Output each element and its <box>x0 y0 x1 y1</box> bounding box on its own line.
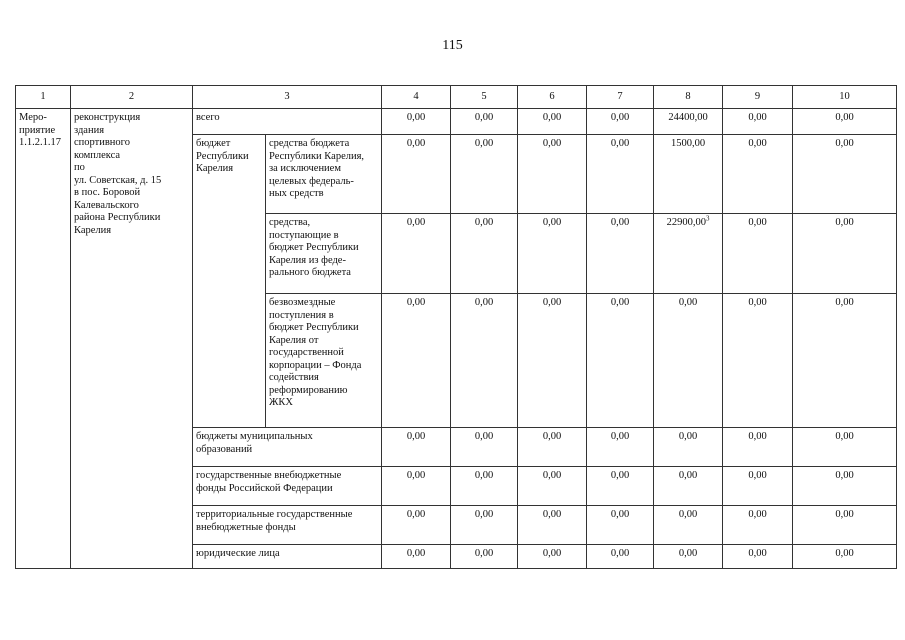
value-cell: 0,00 <box>723 294 793 428</box>
value-cell: 0,00 <box>723 428 793 467</box>
value-cell: 0,00 <box>654 506 723 545</box>
value-text: 22900,00 <box>666 217 706 228</box>
value-cell: 0,00 <box>587 467 654 506</box>
value-cell: 0,00 <box>382 135 451 214</box>
value-cell: 0,00 <box>723 214 793 294</box>
value-cell: 0,00 <box>518 214 587 294</box>
value-cell: 0,00 <box>518 506 587 545</box>
value-cell: 0,00 <box>451 506 518 545</box>
header-cell: 5 <box>451 86 518 109</box>
value-cell: 24400,00 <box>654 109 723 135</box>
value-cell: 0,00 <box>587 109 654 135</box>
row-label: безвозмездные поступления в бюджет Республики Карелия от государственной корпорации – Фонда содействия реформированию ЖКХ <box>266 294 382 428</box>
value-cell: 0,00 <box>451 294 518 428</box>
value-cell: 0,00 <box>587 294 654 428</box>
header-cell: 1 <box>16 86 71 109</box>
row-label: средства бюджета Республики Карелия, за исключением целевых федераль- ных средств <box>266 135 382 214</box>
header-cell: 2 <box>71 86 193 109</box>
header-row <box>16 86 897 109</box>
value-cell: 0,00 <box>518 428 587 467</box>
value-cell: 0,00 <box>587 214 654 294</box>
budget-group-label: бюджет Республики Карелия <box>193 135 266 428</box>
value-cell: 0,00 <box>587 428 654 467</box>
value-cell: 0,00 <box>723 506 793 545</box>
footnote-mark: 3 <box>705 214 710 223</box>
value-cell: 0,00 <box>382 109 451 135</box>
value-cell: 0,00 <box>654 428 723 467</box>
value-cell: 0,00 <box>518 294 587 428</box>
value-cell: 0,00 <box>518 467 587 506</box>
row-label: государственные внебюджетные фонды Российской Федерации <box>193 467 382 506</box>
header-cell: 4 <box>382 86 451 109</box>
value-cell: 1500,00 <box>654 135 723 214</box>
value-cell: 0,00 <box>382 506 451 545</box>
value-cell: 0,00 <box>382 428 451 467</box>
value-cell: 0,00 <box>451 428 518 467</box>
value-cell: 0,00 <box>654 294 723 428</box>
value-cell: 0,00 <box>382 545 451 569</box>
row-label: территориальные государственные внебюджетные фонды <box>193 506 382 545</box>
value-cell: 0,00 <box>793 545 897 569</box>
value-cell: 0,00 <box>518 545 587 569</box>
value-cell: 0,00 <box>587 545 654 569</box>
row-label: юридические лица <box>193 545 382 569</box>
value-cell: 0,00 <box>451 135 518 214</box>
value-cell: 0,00 <box>518 109 587 135</box>
value-cell: 0,00 <box>793 214 897 294</box>
value-cell: 0,00 <box>793 109 897 135</box>
value-cell: 0,00 <box>382 467 451 506</box>
value-cell: 0,00 <box>382 294 451 428</box>
value-cell: 0,00 <box>587 135 654 214</box>
header-cell: 7 <box>587 86 654 109</box>
header-cell: 9 <box>723 86 793 109</box>
measure-description: реконструкция здания спортивного комплекса по ул. Советская, д. 15 в пос. Боровой Калевальского района Республики Карелия <box>71 109 193 569</box>
table-row <box>16 109 897 135</box>
header-cell: 6 <box>518 86 587 109</box>
header-cell: 10 <box>793 86 897 109</box>
value-cell: 0,00 <box>793 294 897 428</box>
value-cell: 0,00 <box>451 467 518 506</box>
value-cell: 0,00 <box>382 214 451 294</box>
value-cell: 0,00 <box>793 467 897 506</box>
value-cell: 0,00 <box>587 506 654 545</box>
measure-id: Меро- приятие 1.1.2.1.17 <box>16 109 71 569</box>
value-cell: 0,00 <box>793 506 897 545</box>
value-cell: 0,00 <box>451 545 518 569</box>
value-cell: 0,00 <box>723 467 793 506</box>
page-number: 115 <box>442 38 463 53</box>
value-cell: 0,00 <box>723 545 793 569</box>
budget-table <box>15 85 897 569</box>
value-cell: 0,00 <box>793 428 897 467</box>
value-cell: 0,00 <box>793 135 897 214</box>
value-cell: 0,00 <box>451 214 518 294</box>
value-cell: 0,00 <box>723 109 793 135</box>
value-cell: 0,00 <box>654 545 723 569</box>
row-label: средства, поступающие в бюджет Республики Карелия из феде- рального бюджета <box>266 214 382 294</box>
header-cell: 3 <box>193 86 382 109</box>
row-label: бюджеты муниципальных образований <box>193 428 382 467</box>
value-cell: 0,00 <box>518 135 587 214</box>
value-cell: 0,00 <box>723 135 793 214</box>
value-cell: 0,00 <box>451 109 518 135</box>
value-cell <box>654 214 723 294</box>
header-cell: 8 <box>654 86 723 109</box>
row-label: всего <box>193 109 382 135</box>
value-cell: 0,00 <box>654 467 723 506</box>
